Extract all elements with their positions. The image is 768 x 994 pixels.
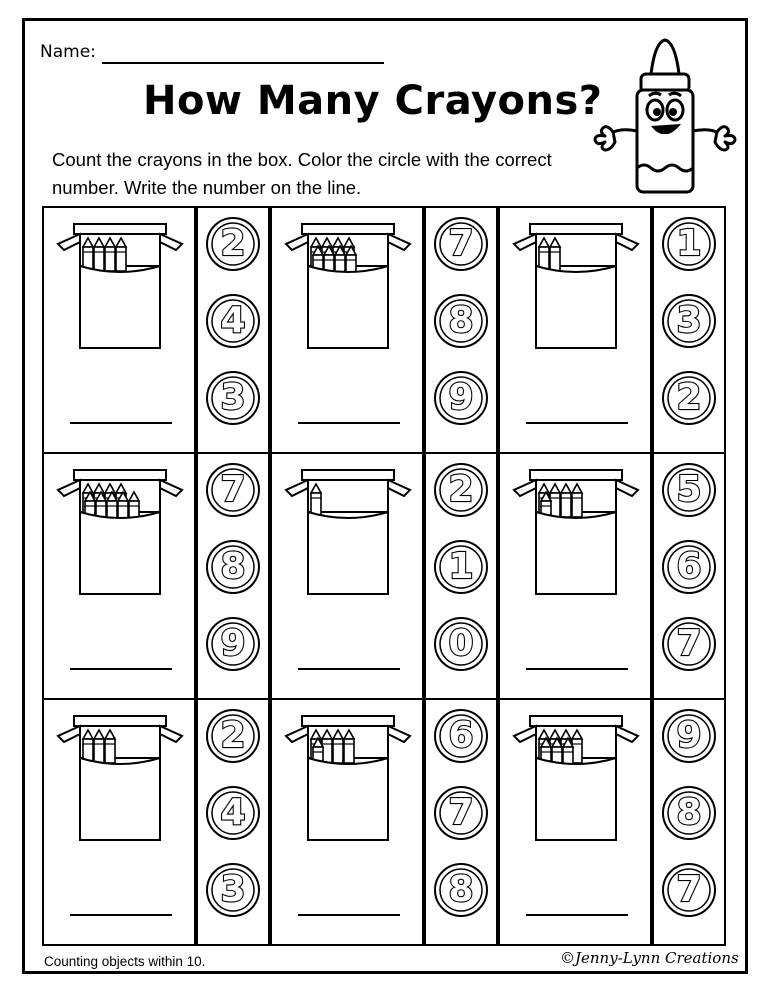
crayon-box-icon — [506, 216, 646, 361]
number-choice-circle[interactable] — [205, 370, 261, 426]
choice-number: 7 — [676, 623, 702, 664]
choice-number: 6 — [448, 715, 474, 756]
number-choice-strip — [424, 698, 498, 946]
choice-number: 7 — [676, 869, 702, 910]
number-choice-circle[interactable] — [433, 370, 489, 426]
number-choice-circle[interactable] — [661, 616, 717, 672]
crayon-box-icon — [506, 708, 646, 853]
number-choice-circle[interactable] — [433, 708, 489, 764]
number-choice-circle[interactable] — [661, 708, 717, 764]
crayon-box-icon — [50, 462, 190, 607]
footer-copyright: ©Jenny-Lynn Creations — [560, 949, 739, 967]
number-choice-circle[interactable] — [433, 785, 489, 841]
number-choice-circle[interactable] — [205, 462, 261, 518]
choice-number: 9 — [220, 623, 246, 664]
problem-box-cell — [42, 452, 196, 700]
number-choice-circle[interactable] — [433, 293, 489, 349]
number-choice-circle[interactable] — [433, 616, 489, 672]
crayon-box-icon — [278, 216, 418, 361]
answer-line[interactable] — [70, 422, 172, 424]
number-choice-strip — [196, 206, 270, 454]
choice-number: 7 — [220, 469, 246, 510]
number-choice-circle[interactable] — [205, 708, 261, 764]
number-choice-strip — [652, 452, 726, 700]
problem-box-cell — [498, 452, 652, 700]
choice-number: 8 — [676, 792, 702, 833]
number-choice-circle[interactable] — [661, 862, 717, 918]
number-choice-strip — [196, 698, 270, 946]
footer-description: Counting objects within 10. — [44, 954, 206, 969]
number-choice-strip — [424, 206, 498, 454]
answer-line[interactable] — [526, 668, 628, 670]
answer-line[interactable] — [526, 914, 628, 916]
choice-number: 1 — [448, 546, 474, 587]
number-choice-circle[interactable] — [661, 539, 717, 595]
number-choice-circle[interactable] — [661, 293, 717, 349]
number-choice-circle[interactable] — [433, 462, 489, 518]
choice-number: 3 — [676, 300, 702, 341]
answer-line[interactable] — [298, 668, 400, 670]
problem-box-cell — [42, 206, 196, 454]
number-choice-circle[interactable] — [205, 539, 261, 595]
choice-number: 9 — [676, 715, 702, 756]
choice-number: 3 — [220, 377, 246, 418]
problem-box-cell — [42, 698, 196, 946]
crayon-box-icon — [50, 708, 190, 853]
number-choice-circle[interactable] — [433, 862, 489, 918]
choice-number: 7 — [448, 792, 474, 833]
choice-number: 2 — [220, 715, 246, 756]
number-choice-strip — [652, 698, 726, 946]
number-choice-strip — [652, 206, 726, 454]
crayon-mascot-icon — [593, 36, 741, 201]
answer-line[interactable] — [526, 422, 628, 424]
problem-box-cell — [270, 452, 424, 700]
choice-number: 4 — [220, 792, 246, 833]
crayon-box-icon — [278, 462, 418, 607]
answer-line[interactable] — [298, 422, 400, 424]
number-choice-circle[interactable] — [661, 462, 717, 518]
name-answer-line[interactable] — [102, 62, 384, 64]
number-choice-circle[interactable] — [205, 785, 261, 841]
choice-number: 2 — [676, 377, 702, 418]
answer-line[interactable] — [70, 914, 172, 916]
answer-line[interactable] — [298, 914, 400, 916]
choice-number: 2 — [220, 223, 246, 264]
number-choice-circle[interactable] — [205, 862, 261, 918]
problem-box-cell — [498, 698, 652, 946]
answer-line[interactable] — [70, 668, 172, 670]
number-choice-circle[interactable] — [661, 216, 717, 272]
number-choice-circle[interactable] — [433, 216, 489, 272]
instructions-text: Count the crayons in the box. Color the circle with the correct number. Write the number on the line. — [52, 149, 552, 198]
crayon-box-icon — [506, 462, 646, 607]
choice-number: 0 — [448, 623, 474, 664]
number-choice-strip — [196, 452, 270, 700]
choice-number: 6 — [676, 546, 702, 587]
number-choice-circle[interactable] — [661, 370, 717, 426]
problem-box-cell — [270, 698, 424, 946]
number-choice-strip — [424, 452, 498, 700]
problem-box-cell — [498, 206, 652, 454]
choice-number: 5 — [676, 469, 702, 510]
number-choice-circle[interactable] — [205, 216, 261, 272]
page-title: How Many Crayons? — [143, 78, 603, 124]
choice-number: 8 — [448, 300, 474, 341]
number-choice-circle[interactable] — [661, 785, 717, 841]
number-choice-circle[interactable] — [205, 616, 261, 672]
crayon-box-icon — [278, 708, 418, 853]
choice-number: 3 — [220, 869, 246, 910]
choice-number: 2 — [448, 469, 474, 510]
crayon-box-icon — [50, 216, 190, 361]
problem-box-cell — [270, 206, 424, 454]
name-label: Name: — [40, 42, 96, 62]
number-choice-circle[interactable] — [205, 293, 261, 349]
choice-number: 8 — [448, 869, 474, 910]
choice-number: 1 — [676, 223, 702, 264]
choice-number: 4 — [220, 300, 246, 341]
choice-number: 8 — [220, 546, 246, 587]
number-choice-circle[interactable] — [433, 539, 489, 595]
choice-number: 7 — [448, 223, 474, 264]
choice-number: 9 — [448, 377, 474, 418]
